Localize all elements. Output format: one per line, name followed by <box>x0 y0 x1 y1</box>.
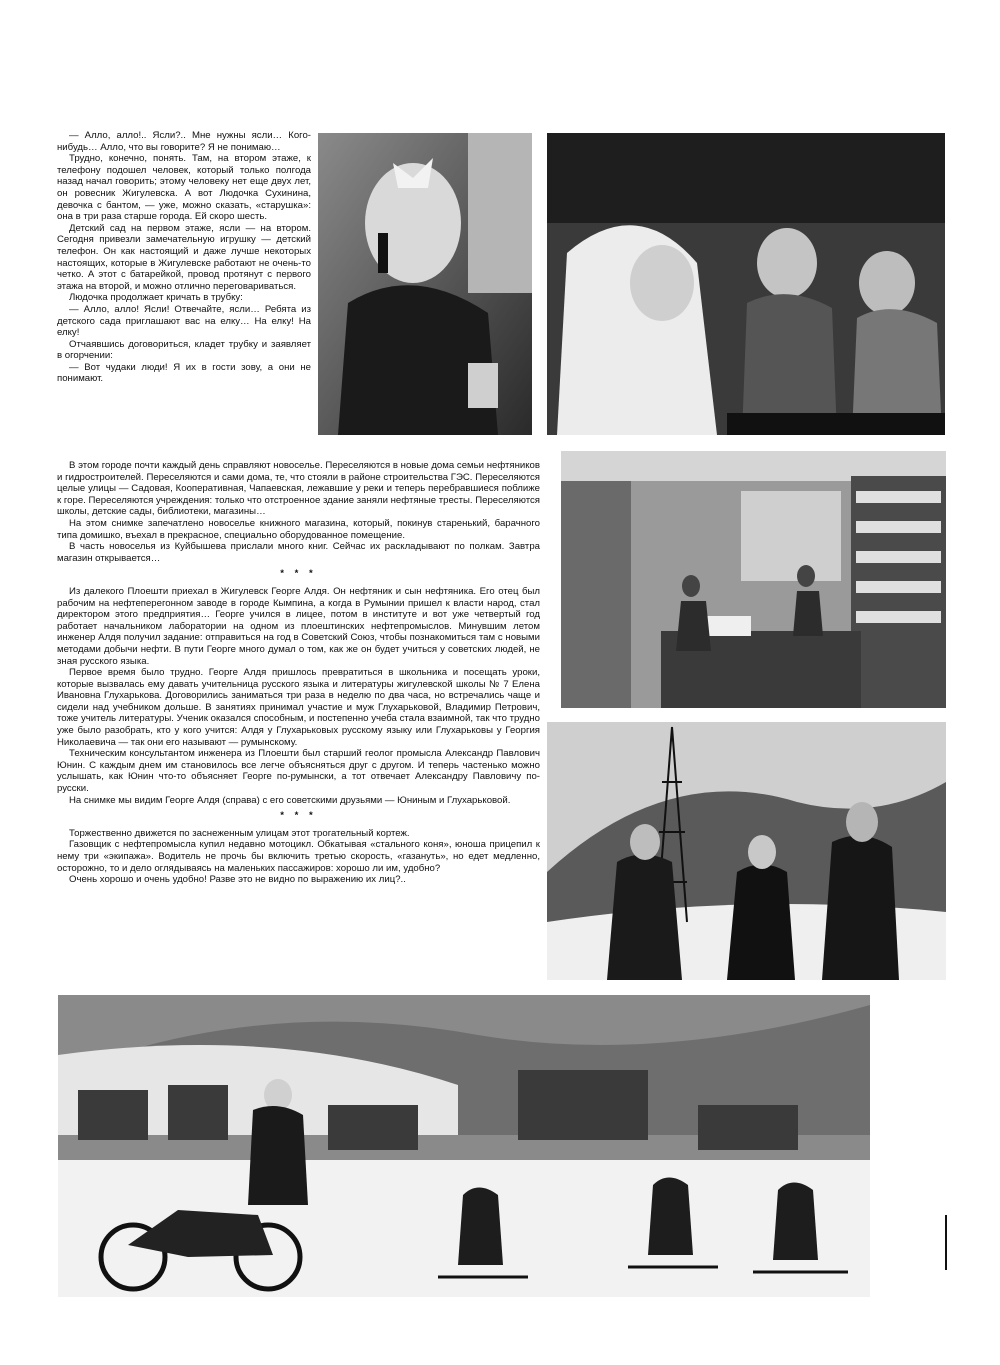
paragraph: Трудно, конечно, понять. Там, на втором этаже, к телефону подошел человек, который только полгода назад начал говорить; этому человеку нет еще двух лет, он ровесник Жигулевска. А вот Людочка Сухинина, девочка с бантом, — уже, можно сказать, «старушка»: она в три раза старше города. Ей скоро шесть. <box>57 153 311 223</box>
paragraph: Детский сад на первом этаже, ясли — на втором. Сегодня привезли замечательную игрушку — детский телефон. Он как настоящий и даже лучше некоторых настоящих, которые в Жигулевске работают не очень-то четко. А этот с батарейкой, провод протянут с первого этажа на второй, и можно отлично переговариваться. <box>57 222 311 292</box>
paragraph: В часть новоселья из Куйбышева прислали много книг. Сейчас их раскладывают по полкам. Завтра магазин открывается… <box>57 541 540 564</box>
paragraph: На этом снимке запечатлено новоселье книжного магазина, который, покинув старенький, барачного типа домишко, въехал в прекрасное, специально оборудованное помещение. <box>57 517 540 541</box>
paragraph: Из далекого Плоешти приехал в Жигулевск Георге Алдя. Он нефтяник и сын нефтяника. Его отец был рабочим на нефтеперегонном заводе в городе Кымпина, а когда в Румынии пришел к власти народ, стал директором этого предприятия… Георге учился в лицее, потом в институте и вот уже четвертый год работает начальником лаборатории на одном из плоештинских нефтепромыслов. Минувшим летом инженер Алдя получил задание: отправиться на год в Советский Союз, чтобы познакомиться там с новыми методами добычи нефти. В пути Георге много думал о том, как же он будет учиться у советских людей, не зная русского языка. <box>57 585 540 667</box>
paragraph: Первое время было трудно. Георге Алдя пришлось превратиться в школьника и посещать уроки, которые вызвалась ему давать учительница русского языка и литературы жигулевской школы № 7 Елена Ивановна Глухарькова. Договорились заниматься три раза в неделю по два часа, но встречались чаще и сидели над учебником дольше. В занятиях принимал участие и муж Глухарьковой, Владимир Петрович, тоже учитель литературы. Ученик оказался способным, и постепенно учеба стала взаимной, так что трудно уже было разобрать, кто у кого учится: Алдя у Глухарьковых русскому языку или Глухарьковы у Георгия Николаевича — так они его называют — румынскому. <box>57 667 540 748</box>
text-block-bookshop <box>57 460 540 886</box>
text-block-girl <box>57 130 311 385</box>
paragraph: В этом городе почти каждый день справляют новоселье. Переселяются в новые дома семьи нефтяников и гидростроителей. Переселяются и сами дома, те, что стояли в районе строительства ГЭС. Переселяются целые улицы — Садовая, Кооперативная, Чапаевская, лежавшие у реки и теперь перебравшиеся поближе к горе. Переселяются учреждения: только что отстроенное здание заняли нефтяные тресты. Переселяются школы, детские сады, библиотеки, магазины… <box>57 460 540 518</box>
paragraph: — Вот чудаки люди! Я их в гости зову, а они не понимают. <box>57 361 311 385</box>
paragraph: Газовщик с нефтепромысла купил недавно мотоцикл. Обкатывая «стального коня», юноша прицепил к нему три «экипажа». Водитель не прочь бы включить третью скорость, «газануть», но едет медленно, осторожно, то и дело оглядываясь на маленьких пассажиров: хорошо ли им, удобно? <box>57 839 540 874</box>
page-edge-mark <box>945 1215 947 1270</box>
oil-derrick-friends-photo <box>547 722 946 980</box>
paragraph: — Алло, алло!.. Ясли?.. Мне нужны ясли… Кого-нибудь… Алло, что вы говорите? Я не понимаю… <box>57 130 311 153</box>
paragraph: Людочка продолжает кричать в трубку: <box>69 292 243 304</box>
nurse-children-telephone-photo <box>547 133 945 435</box>
paragraph: Техническим консультантом инженера из Плоешти был старший геолог промысла Александр Павлович Юнин. С каждым днем им становилось все легче объясняться друг с другом. И теперь частенько можно услышать, как Юнин что-то объясняет Георге по-румынски, а тот отвечает Александру Павловичу по-русски. <box>57 748 540 795</box>
paragraph: — Алло, алло! Ясли! Отвечайте, ясли… Ребята из детского сада приглашают вас на елку… На елку! На елку! <box>57 303 311 339</box>
paragraph: Отчаявшись договориться, кладет трубку и заявляет в огорчении: <box>57 338 311 362</box>
bookshop-interior-photo <box>561 451 946 708</box>
section-separator: * * * <box>280 810 317 822</box>
paragraph: Торжественно движется по заснеженным улицам этот трогательный кортеж. <box>69 827 410 839</box>
girl-telephone-photo <box>318 133 532 435</box>
section-separator: * * * <box>280 568 317 580</box>
paragraph: На снимке мы видим Георге Алдя (справа) с его советскими друзьями — Юниным и Глухарьковой. <box>69 794 511 806</box>
paragraph: Очень хорошо и очень удобно! Разве это не видно по выражению их лиц?.. <box>69 874 406 886</box>
motorcycle-sleds-village-photo <box>58 995 870 1297</box>
